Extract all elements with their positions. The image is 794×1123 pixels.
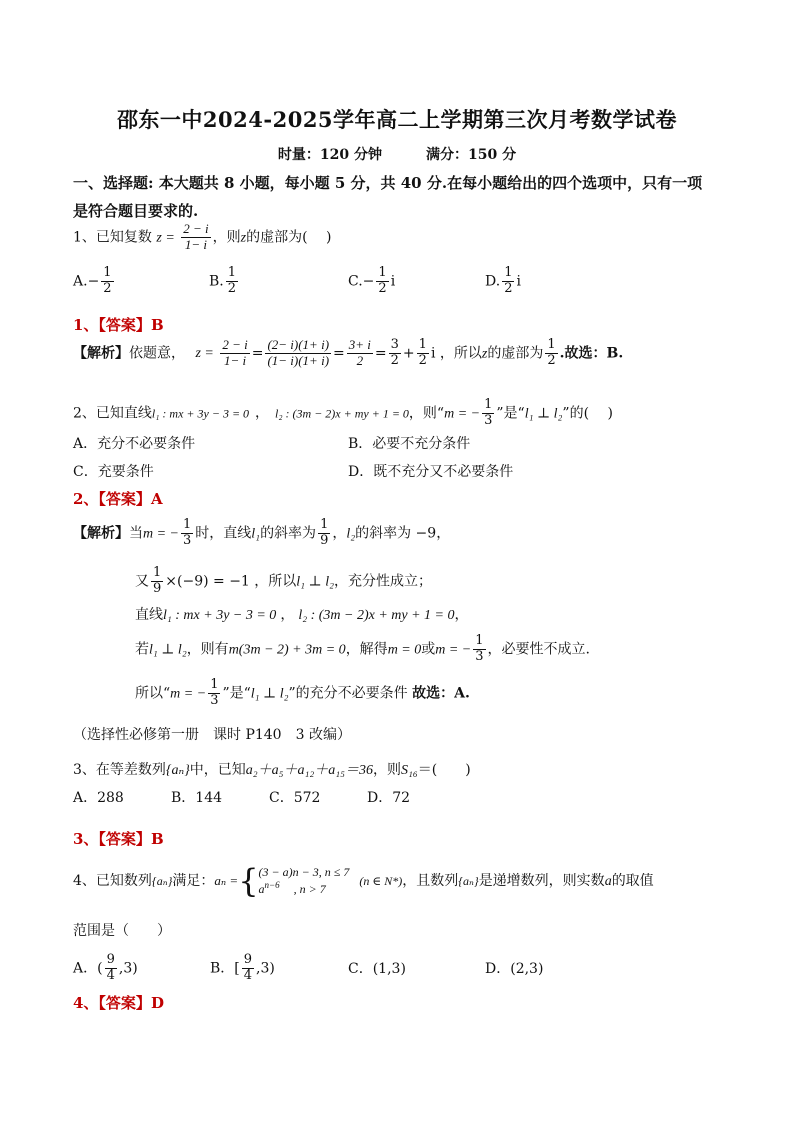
q2-answer: 2、【答案】A: [73, 490, 163, 508]
q2-option-b: B．必要不充分条件: [348, 436, 471, 452]
q3-answer: 3、【答案】B: [73, 830, 164, 848]
section-heading-line1: 一、选择题: 本大题共 8 小题，每小题 5 分，共 40 分.在每小题给出的四个选项中，只有一项: [73, 174, 703, 192]
q1-fraction: $\frac{2 - i}{1- i}$: [183, 221, 209, 252]
q1-prefix: 1、已知复数: [73, 229, 152, 246]
q1-option-b: B. $\frac{1}{2}$: [209, 265, 237, 296]
q3-option-d: D．72: [367, 790, 411, 806]
q1-answer: 1、【答案】B: [73, 316, 164, 334]
q4-line2: 范围是（ ）: [73, 923, 171, 939]
q4-option-d: D．(2,3): [485, 961, 544, 977]
q3-option-a: A．288: [73, 790, 124, 806]
full-score: 满分：150 分: [426, 147, 517, 163]
question-4: 4、已知数列{aₙ}满足：aₙ ={ (3 − a)n − 3, n ≤ 7 $a^{n-6}$ , n > 7 (n ∈ N*)，且数列{aₙ}是递增数列，则实数a的取值: [73, 862, 654, 900]
q2-analysis-line4: 若l₁ ⊥ l₂，则有m(3m − 2) + 3m = 0，解得m = 0或m = − $\frac{1}{3}$ ，必要性不成立.: [135, 633, 590, 664]
q1-analysis: 【解析】依题意， z = $\frac{2 - i}{1- i}$ = $\frac{(2- i)(1+ i)}{(1- i)(1+ i)}$ = $\frac{3+ i}{2}$ = $\frac{3}{2}$ + $\frac{1}{2}$ i ，所以z的虚部为 $\frac{1}{2}$ .故选：B.: [73, 337, 624, 368]
q4-option-a: A．( $\frac{9}{4}$ ,3): [73, 952, 138, 983]
q1-option-c: C.− $\frac{1}{2}$ i: [348, 265, 396, 296]
q4-option-b: B．[ $\frac{9}{4}$ ,3): [210, 952, 275, 983]
q2-analysis-line5: 所以“m = − $\frac{1}{3}$ ”是“l₁ ⊥ l₂”的充分不必要条件 故选：A.: [135, 677, 470, 708]
q2-option-c: C．充要条件: [73, 464, 154, 480]
question-3: 3、在等差数列{aₙ}中，已知a₂＋a₅＋a₁₂＋a₁₅＝36，则S₁₆＝( ): [73, 762, 471, 778]
page-title: 邵东一中2024-2025学年高二上学期第三次月考数学试卷: [116, 107, 678, 132]
q1-option-d: D. $\frac{1}{2}$ i: [485, 265, 521, 296]
q3-option-b: B．144: [171, 790, 223, 806]
q3-option-c: C．572: [269, 790, 321, 806]
q4-piecewise: (3 − a)n − 3, n ≤ 7 $a^{n-6}$ , n > 7: [258, 865, 350, 896]
source-note: （选择性必修第一册 课时 P140 3 改编）: [73, 727, 351, 743]
q1-z: z =: [156, 230, 175, 246]
q1-option-a: A.− $\frac{1}{2}$: [73, 265, 112, 296]
q2-analysis-line3: 直线l₁ : mx + 3y − 3 = 0 ， l₂ : (3m − 2)x + my + 1 = 0，: [135, 607, 469, 623]
q2-option-d: D．既不充分又不必要条件: [348, 464, 514, 480]
question-2: 2、已知直线l₁ : mx + 3y − 3 = 0 ， l₂ : (3m − 2)x + my + 1 = 0，则“m = − $\frac{1}{3}$ ”是“l₁ ⊥ l₂”的( ): [73, 397, 613, 428]
q2-analysis-line2: 又 $\frac{1}{9}$ ×(−9) = −1 ，所以l₁ ⊥ l₂，充分性成立；: [135, 565, 432, 596]
q4-answer: 4、【答案】D: [73, 994, 164, 1012]
section-heading-line2: 是符合题目要求的.: [73, 202, 199, 220]
q4-option-c: C．(1,3): [348, 961, 406, 977]
question-1: 1、已知复数 z = $\frac{2 - i}{1- i}$ ，则z的虚部为( ): [73, 221, 332, 252]
q2-analysis-line1: 【解析】当m = − $\frac{1}{3}$ 时，直线l₁的斜率为 $\frac{1}{9}$ ，l₂的斜率为 −9，: [73, 517, 451, 548]
exam-meta: [0, 144, 794, 164]
q2-option-a: A．充分不必要条件: [73, 436, 196, 452]
time-limit: 时量：120 分钟: [277, 147, 382, 163]
